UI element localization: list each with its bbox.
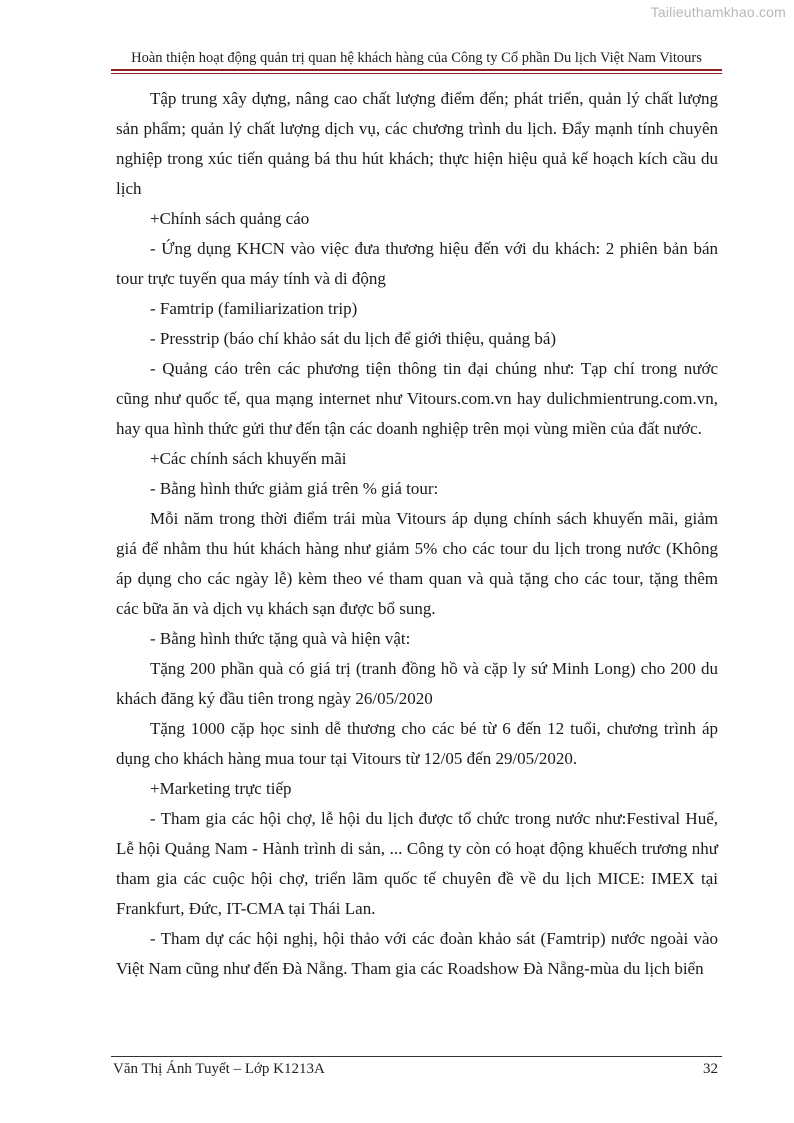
paragraph: - Ứng dụng KHCN vào việc đưa thương hiệu đến với du khách: 2 phiên bản bán tour trực tuyến qua máy tính và di động bbox=[116, 239, 718, 288]
paragraph: - Bằng hình thức tặng quà và hiện vật: bbox=[150, 629, 411, 648]
paragraph: Tập trung xây dựng, nâng cao chất lượng điểm đến; phát triển, quản lý chất lượng sản phẩm; quản lý chất lượng dịch vụ, các chương trình du lịch. Đẩy mạnh tính chuyên nghiệp trong xúc tiến quảng bá thu hút khách; thực hiện hiệu quả kế hoạch kích cầu du lịch bbox=[116, 89, 718, 198]
footer-author: Văn Thị Ánh Tuyết – Lớp K1213A bbox=[113, 1061, 325, 1077]
paragraph: Tặng 200 phần quà có giá trị (tranh đồng hồ và cặp ly sứ Minh Long) cho 200 du khách đăng ký đầu tiên trong ngày 26/05/2020 bbox=[116, 659, 718, 708]
paragraph: +Marketing trực tiếp bbox=[150, 779, 292, 798]
header-divider-thick bbox=[111, 69, 722, 71]
paragraph: - Presstrip (báo chí khảo sát du lịch để giới thiệu, quảng bá) bbox=[150, 329, 557, 348]
paragraph: +Các chính sách khuyến mãi bbox=[150, 449, 347, 468]
watermark-text: Tailieuthamkhao.com bbox=[650, 4, 786, 20]
paragraph: - Quảng cáo trên các phương tiện thông tin đại chúng như: Tạp chí trong nước cũng như quốc tế, qua mạng internet như Vitours.com.vn hay dulichmientrung.com.vn, hay qua hình thức gửi thư đến tận các doanh nghiệp trên mọi vùng miền của đất nước. bbox=[116, 359, 718, 438]
header-divider-thin bbox=[111, 73, 722, 74]
footer-divider bbox=[111, 1056, 722, 1057]
page-header-title: Hoàn thiện hoạt động quản trị quan hệ khách hàng của Công ty Cổ phần Du lịch Việt Nam Vitours bbox=[131, 50, 702, 66]
document-body bbox=[116, 84, 718, 984]
page-number: 32 bbox=[703, 1061, 718, 1077]
paragraph: - Tham dự các hội nghị, hội thảo với các đoàn khảo sát (Famtrip) nước ngoài vào Việt Nam cũng như đến Đà Nẵng. Tham gia các Roadshow Đà Nẵng-mùa du lịch biển bbox=[116, 929, 718, 978]
paragraph: - Famtrip (familiarization trip) bbox=[150, 299, 358, 318]
paragraph: Tặng 1000 cặp học sinh dễ thương cho các bé từ 6 đến 12 tuổi, chương trình áp dụng cho khách hàng mua tour tại Vitours từ 12/05 đến 29/05/2020. bbox=[116, 719, 718, 768]
paragraph: Mỗi năm trong thời điểm trái mùa Vitours áp dụng chính sách khuyến mãi, giảm giá để nhằm thu hút khách hàng như giảm 5% cho các tour du lịch trong nước (Không áp dụng cho các ngày lễ) kèm theo vé tham quan và quà tặng cho các tour, tặng thêm các bữa ăn và dịch vụ khách sạn được bổ sung. bbox=[116, 509, 718, 618]
paragraph: - Tham gia các hội chợ, lễ hội du lịch được tổ chức trong nước như:Festival Huế, Lễ hội Quảng Nam - Hành trình di sản, ... Công ty còn có hoạt động khuếch trương như tham gia các cuộc hội chợ, triển lãm quốc tế chuyên đề về du lịch MICE: IMEX tại Frankfurt, Đức, IT-CMA tại Thái Lan. bbox=[116, 809, 718, 918]
paragraph: - Bằng hình thức giảm giá trên % giá tour: bbox=[150, 479, 439, 498]
paragraph: +Chính sách quảng cáo bbox=[150, 209, 310, 228]
